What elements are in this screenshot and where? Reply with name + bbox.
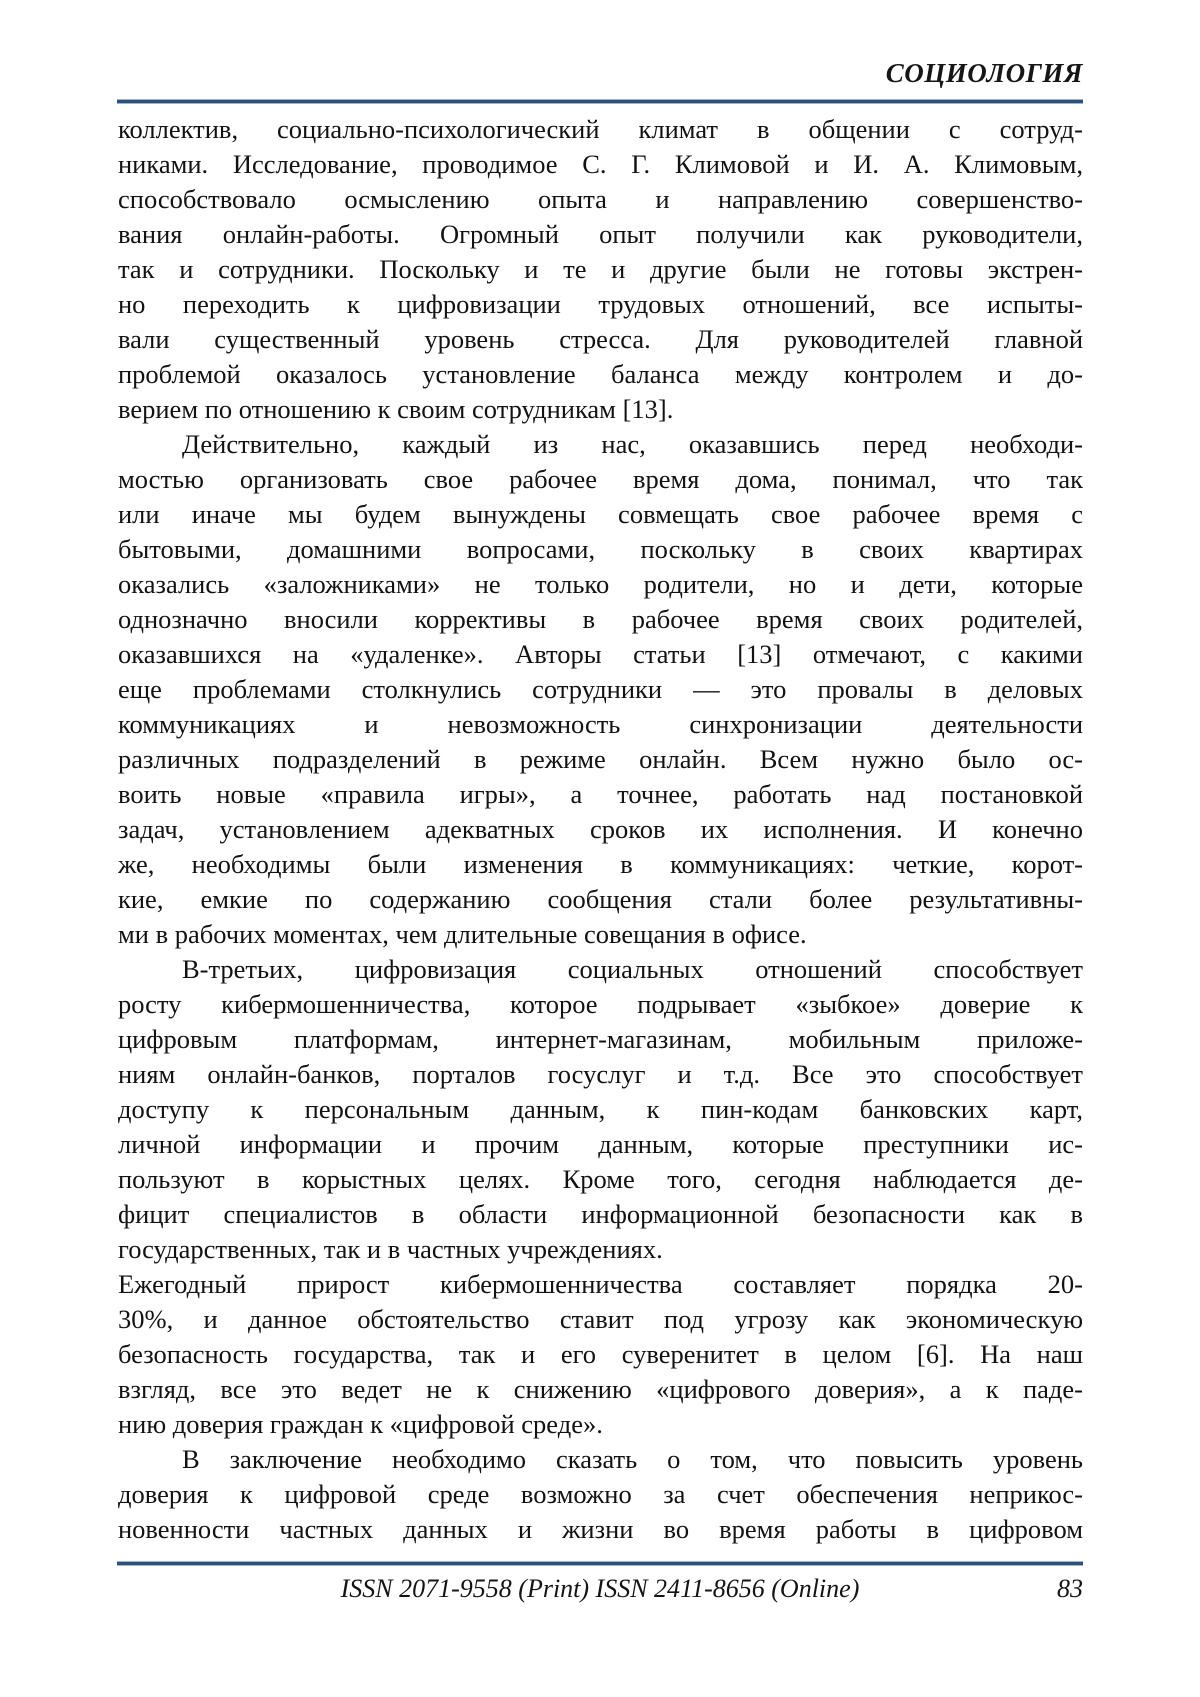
text-line: фицит специалистов в области информационной безопасности как в <box>118 1199 1083 1229</box>
text-line: коллектив, социально-психологический климат в общении с сотруд- <box>118 114 1083 144</box>
text-line: однозначно вносили коррективы в рабочее время своих родителей, <box>118 604 1083 634</box>
text-line: оказались «заложниками» не только родители, но и дети, которые <box>118 569 1083 599</box>
text-line: росту кибермошенничества, которое подрывает «зыбкое» доверие к <box>118 989 1083 1019</box>
text-line: кие, емкие по содержанию сообщения стали более результативны- <box>118 884 1083 914</box>
text-line: воить новые «правила игры», а точнее, работать над постановкой <box>118 779 1083 809</box>
footer-issn: ISSN 2071-9558 (Print) ISSN 2411-8656 (Online) <box>340 1574 860 1603</box>
text-line: Ежегодный прирост кибермошенничества составляет порядка 20- <box>118 1269 1083 1299</box>
text-line: вали существенный уровень стресса. Для руководителей главной <box>118 324 1083 354</box>
footer-page-number: 83 <box>1057 1574 1083 1603</box>
text-line: проблемой оказалось установление баланса между контролем и до- <box>118 359 1083 389</box>
header-rule <box>117 99 1083 104</box>
text-line: государственных, так и в частных учреждениях. <box>118 1234 663 1264</box>
text-line: способствовало осмыслению опыта и направлению совершенство- <box>118 184 1083 214</box>
text-line: безопасность государства, так и его суверенитет в целом [6]. На наш <box>118 1339 1083 1369</box>
text-line: так и сотрудники. Поскольку и те и другие были не готовы экстрен- <box>118 254 1083 284</box>
text-line: же, необходимы были изменения в коммуникациях: четкие, корот- <box>118 849 1083 879</box>
text-line: ми в рабочих моментах, чем длительные совещания в офисе. <box>118 919 807 949</box>
text-line: цифровым платформам, интернет-магазинам, мобильным приложе- <box>118 1024 1083 1054</box>
body-text <box>118 112 1083 1547</box>
text-line: никами. Исследование, проводимое С. Г. Климовой и И. А. Климовым, <box>118 149 1083 179</box>
text-line: еще проблемами столкнулись сотрудники — это провалы в деловых <box>118 674 1083 704</box>
text-line: или иначе мы будем вынуждены совмещать свое рабочее время с <box>118 499 1083 529</box>
running-head-section-label: СОЦИОЛОГИЯ <box>885 58 1083 88</box>
text-line: доступу к персональным данным, к пин-кодам банковских карт, <box>118 1094 1083 1124</box>
text-line: 30%, и данное обстоятельство ставит под угрозу как экономическую <box>118 1304 1083 1334</box>
text-line: оказавшихся на «удаленке». Авторы статьи [13] отмечают, с какими <box>118 639 1083 669</box>
text-line: ниям онлайн-банков, порталов госуслуг и т.д. Все это способствует <box>118 1059 1083 1089</box>
text-line: новенности частных данных и жизни во время работы в цифровом <box>118 1514 1083 1544</box>
text-line: В-третьих, цифровизация социальных отношений способствует <box>182 954 1083 984</box>
text-line: доверия к цифровой среде возможно за счет обеспечения неприкос- <box>118 1479 1083 1509</box>
text-line: взгляд, все это ведет не к снижению «цифрового доверия», а к паде- <box>118 1374 1083 1404</box>
text-line: личной информации и прочим данным, которые преступники ис- <box>118 1129 1083 1159</box>
text-line: нию доверия граждан к «цифровой среде». <box>118 1409 603 1439</box>
text-line: задач, установлением адекватных сроков их исполнения. И конечно <box>118 814 1083 844</box>
footer-rule <box>117 1561 1083 1566</box>
text-line: коммуникациях и невозможность синхронизации деятельности <box>118 709 1083 739</box>
text-line: мостью организовать свое рабочее время дома, понимал, что так <box>118 464 1083 494</box>
text-line: но переходить к цифровизации трудовых отношений, все испыты- <box>118 289 1083 319</box>
text-line: пользуют в корыстных целях. Кроме того, сегодня наблюдается де- <box>118 1164 1083 1194</box>
text-line: бытовыми, домашними вопросами, поскольку в своих квартирах <box>118 534 1083 564</box>
text-line: Действительно, каждый из нас, оказавшись перед необходи- <box>182 429 1083 459</box>
text-line: вания онлайн-работы. Огромный опыт получили как руководители, <box>118 219 1083 249</box>
text-line: различных подразделений в режиме онлайн. Всем нужно было ос- <box>118 744 1083 774</box>
text-line: верием по отношению к своим сотрудникам [13]. <box>118 394 674 424</box>
text-line: В заключение необходимо сказать о том, что повысить уровень <box>182 1444 1083 1474</box>
